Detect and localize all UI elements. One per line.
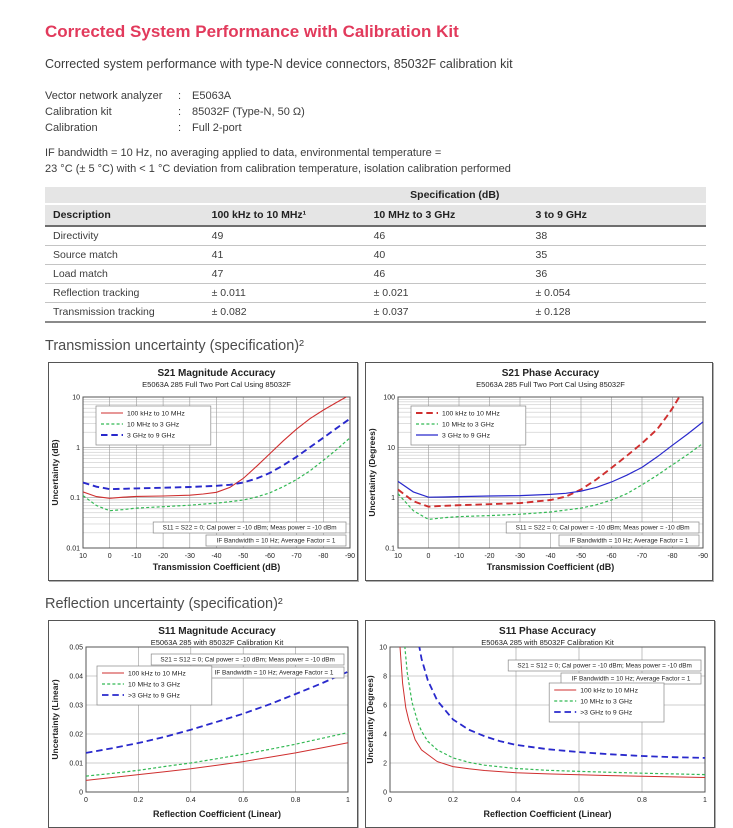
svg-text:Reflection Coefficient (Linear: Reflection Coefficient (Linear) [152, 809, 282, 819]
spec-value: Full 2-port [192, 122, 242, 134]
svg-text:E5063A 285 Full Two Port Cal U: E5063A 285 Full Two Port Cal Using 85032F [476, 380, 625, 389]
row-label: Transmission tracking [45, 303, 204, 323]
svg-text:10: 10 [379, 644, 387, 652]
column-header-band-1: 100 kHz to 10 MHz¹ [204, 204, 366, 226]
chart-box-s21-phase [365, 362, 713, 581]
spec-colon: : [178, 106, 182, 118]
conditions-line-2: 23 °C (± 5 °C) with < 1 °C deviation from calibration temperature, isolation calibration performed [45, 163, 511, 175]
column-header-description: Description [45, 204, 204, 226]
svg-text:>3 GHz to 9 GHz: >3 GHz to 9 GHz [128, 692, 180, 700]
svg-text:0: 0 [388, 797, 392, 804]
cell-value: 46 [366, 226, 528, 246]
svg-text:-10: -10 [131, 553, 142, 560]
svg-text:-90: -90 [344, 553, 356, 560]
svg-text:0: 0 [426, 553, 431, 560]
spec-label: Calibration kit [45, 106, 112, 118]
svg-text:E5063A 285 Full Two Port Cal U: E5063A 285 Full Two Port Cal Using 85032F [142, 380, 291, 389]
column-header-band-3: 3 to 9 GHz [528, 204, 707, 226]
svg-text:-80: -80 [318, 553, 329, 560]
row-label: Source match [45, 246, 204, 265]
svg-text:0.6: 0.6 [238, 797, 249, 804]
svg-text:E5063A 285 with 85032F Calibra: E5063A 285 with 85032F Calibration Kit [150, 638, 284, 647]
svg-text:-90: -90 [697, 553, 709, 560]
cell-value: ± 0.037 [366, 303, 528, 323]
svg-text:-30: -30 [514, 553, 526, 560]
svg-text:S11 = S22 = 0; Cal power = -10: S11 = S22 = 0; Cal power = -10 dBm; Meas power = -10 dBm [162, 524, 337, 532]
row-label: Load match [45, 265, 204, 284]
svg-text:10 MHz to 3 GHz: 10 MHz to 3 GHz [442, 421, 495, 429]
svg-text:0.4: 0.4 [511, 797, 521, 804]
svg-text:6: 6 [383, 702, 387, 710]
spec-colon: : [178, 90, 182, 102]
svg-text:-10: -10 [453, 553, 465, 560]
table-row [45, 246, 706, 265]
svg-text:Uncertainty (Degrees): Uncertainty (Degrees) [366, 675, 375, 764]
spec-label: Calibration [45, 122, 98, 134]
cell-value: 35 [528, 246, 707, 265]
chart-box-s21-magnitude [48, 362, 358, 581]
chart-s11-magnitude-accuracy [49, 621, 357, 822]
svg-text:3 GHz to 9 GHz: 3 GHz to 9 GHz [127, 432, 175, 440]
spec-value: 85032F (Type-N, 50 Ω) [192, 106, 305, 118]
svg-text:0: 0 [383, 789, 387, 797]
svg-text:0.03: 0.03 [69, 702, 83, 710]
svg-text:0.1: 0.1 [385, 545, 395, 553]
section-heading-transmission: Transmission uncertainty (specification)² [45, 338, 304, 354]
svg-text:S21 Phase Accuracy: S21 Phase Accuracy [501, 368, 600, 379]
spec-row [45, 104, 708, 120]
row-label: Reflection tracking [45, 284, 204, 303]
svg-text:-60: -60 [606, 553, 617, 560]
reflection-charts-row [48, 620, 708, 828]
cell-value: 41 [204, 246, 366, 265]
svg-text:-40: -40 [211, 553, 222, 560]
svg-text:1: 1 [76, 444, 80, 452]
svg-text:0.2: 0.2 [448, 797, 458, 804]
transmission-charts-row [48, 362, 708, 581]
svg-text:0.2: 0.2 [133, 797, 144, 804]
svg-text:E5063A 285 with 85032F Calibra: E5063A 285 with 85032F Calibration Kit [481, 638, 614, 647]
svg-text:2: 2 [383, 760, 387, 768]
svg-text:0.05: 0.05 [69, 644, 83, 652]
cell-value: 47 [204, 265, 366, 284]
svg-text:-50: -50 [238, 553, 249, 560]
svg-text:10: 10 [79, 553, 87, 560]
svg-text:10: 10 [394, 553, 402, 560]
group-header-spacer [45, 187, 204, 204]
cell-value: 40 [366, 246, 528, 265]
svg-text:Reflection Coefficient (Linear: Reflection Coefficient (Linear) [483, 809, 612, 819]
chart-s21-phase-accuracy [366, 363, 712, 575]
spec-table [45, 187, 706, 323]
spec-colon: : [178, 122, 182, 134]
table-row [45, 284, 706, 303]
chart-box-s11-phase [365, 620, 715, 828]
svg-text:100: 100 [383, 394, 395, 402]
svg-text:1: 1 [703, 797, 707, 804]
row-label: Directivity [45, 226, 204, 246]
svg-text:IF Bandwidth = 10 Hz; Average: IF Bandwidth = 10 Hz; Average Factor = 1 [214, 669, 334, 677]
svg-text:-70: -70 [291, 553, 302, 560]
svg-text:0.04: 0.04 [69, 673, 83, 681]
svg-text:10 MHz to 3 GHz: 10 MHz to 3 GHz [580, 698, 633, 706]
svg-text:0.6: 0.6 [574, 797, 584, 804]
svg-text:Uncertainty (dB): Uncertainty (dB) [50, 439, 60, 506]
svg-text:0.8: 0.8 [637, 797, 647, 804]
svg-text:0.01: 0.01 [66, 545, 80, 553]
spec-table-group-row [45, 187, 706, 204]
svg-text:S21 = S12 = 0; Cal power = -10: S21 = S12 = 0; Cal power = -10 dBm; Meas power = -10 dBm [517, 662, 692, 670]
svg-text:0: 0 [107, 553, 112, 560]
spec-list [45, 88, 708, 136]
spec-row [45, 120, 708, 136]
svg-text:S11 = S22 = 0; Cal power = -10: S11 = S22 = 0; Cal power = -10 dBm; Meas power = -10 dBm [515, 524, 690, 532]
cell-value: ± 0.054 [528, 284, 707, 303]
svg-text:>3 GHz to 9 GHz: >3 GHz to 9 GHz [580, 709, 633, 717]
svg-text:S11 Phase Accuracy: S11 Phase Accuracy [499, 626, 596, 637]
cell-value: 49 [204, 226, 366, 246]
svg-text:100 kHz to 10 MHz: 100 kHz to 10 MHz [127, 410, 185, 418]
conditions-text [45, 145, 708, 177]
svg-text:-50: -50 [575, 553, 587, 560]
cell-value: ± 0.082 [204, 303, 366, 323]
svg-text:Uncertainty (Degrees): Uncertainty (Degrees) [367, 428, 377, 517]
svg-text:10: 10 [387, 444, 395, 452]
svg-text:-60: -60 [264, 553, 275, 560]
svg-text:0: 0 [84, 797, 88, 804]
svg-text:0.1: 0.1 [70, 495, 80, 503]
svg-text:-70: -70 [636, 553, 648, 560]
cell-value: ± 0.021 [366, 284, 528, 303]
svg-text:0: 0 [79, 789, 83, 797]
chart-box-s11-magnitude [48, 620, 358, 828]
section-heading-reflection: Reflection uncertainty (specification)² [45, 596, 283, 612]
svg-text:10 MHz to 3 GHz: 10 MHz to 3 GHz [128, 681, 181, 689]
svg-text:-80: -80 [667, 553, 678, 560]
svg-text:S21 Magnitude Accuracy: S21 Magnitude Accuracy [157, 368, 276, 379]
svg-text:1: 1 [391, 495, 395, 503]
svg-text:100 kHz to 10 MHz: 100 kHz to 10 MHz [442, 410, 500, 418]
cell-value: ± 0.011 [204, 284, 366, 303]
table-row [45, 226, 706, 246]
svg-text:IF Bandwidth = 10 Hz; Average: IF Bandwidth = 10 Hz; Average Factor = 1 [216, 537, 336, 545]
svg-text:0.8: 0.8 [290, 797, 301, 804]
svg-text:-40: -40 [545, 553, 556, 560]
cell-value: ± 0.128 [528, 303, 707, 323]
page-title: Corrected System Performance with Calibration Kit [45, 22, 459, 41]
spec-row [45, 88, 708, 104]
chart-s21-magnitude-accuracy [49, 363, 357, 575]
svg-text:Transmission Coefficient (dB): Transmission Coefficient (dB) [486, 562, 615, 572]
svg-text:Transmission Coefficient (dB): Transmission Coefficient (dB) [152, 562, 281, 572]
svg-text:Uncertainty (Linear): Uncertainty (Linear) [50, 679, 60, 760]
svg-text:10 MHz to 3 GHz: 10 MHz to 3 GHz [127, 421, 180, 429]
svg-text:S21 = S12 = 0; Cal power = -10: S21 = S12 = 0; Cal power = -10 dBm; Meas power = -10 dBm [160, 656, 335, 664]
spec-label: Vector network analyzer [45, 90, 163, 102]
svg-text:4: 4 [383, 731, 387, 739]
svg-text:0.01: 0.01 [69, 760, 83, 768]
cell-value: 46 [366, 265, 528, 284]
svg-text:0.02: 0.02 [69, 731, 83, 739]
spec-table-group-header: Specification (dB) [204, 187, 706, 204]
spec-table-body [45, 226, 706, 322]
svg-text:100 kHz to 10 MHz: 100 kHz to 10 MHz [128, 670, 186, 678]
page-subtitle: Corrected system performance with type-N device connectors, 85032F calibration kit [45, 57, 513, 71]
spec-table-header-row [45, 204, 706, 226]
svg-text:3 GHz to 9 GHz: 3 GHz to 9 GHz [442, 432, 490, 440]
cell-value: 36 [528, 265, 707, 284]
svg-text:-30: -30 [184, 553, 195, 560]
svg-text:-20: -20 [158, 553, 169, 560]
svg-text:100 kHz to 10 MHz: 100 kHz to 10 MHz [580, 687, 638, 695]
svg-text:10: 10 [72, 394, 80, 402]
svg-text:1: 1 [346, 797, 350, 804]
svg-text:8: 8 [383, 673, 387, 681]
svg-text:0.4: 0.4 [185, 797, 196, 804]
spec-value: E5063A [192, 90, 232, 102]
cell-value: 38 [528, 226, 707, 246]
table-row [45, 303, 706, 323]
svg-text:-20: -20 [484, 553, 495, 560]
conditions-line-1: IF bandwidth = 10 Hz, no averaging applied to data, environmental temperature = [45, 147, 442, 159]
table-row [45, 265, 706, 284]
svg-text:IF Bandwidth = 10 Hz; Average: IF Bandwidth = 10 Hz; Average Factor = 1 [571, 675, 691, 683]
svg-text:IF Bandwidth = 10 Hz; Average: IF Bandwidth = 10 Hz; Average Factor = 1 [569, 537, 689, 545]
svg-text:S11 Magnitude Accuracy: S11 Magnitude Accuracy [158, 626, 276, 637]
column-header-band-2: 10 MHz to 3 GHz [366, 204, 528, 226]
chart-s11-phase-accuracy [366, 621, 714, 822]
